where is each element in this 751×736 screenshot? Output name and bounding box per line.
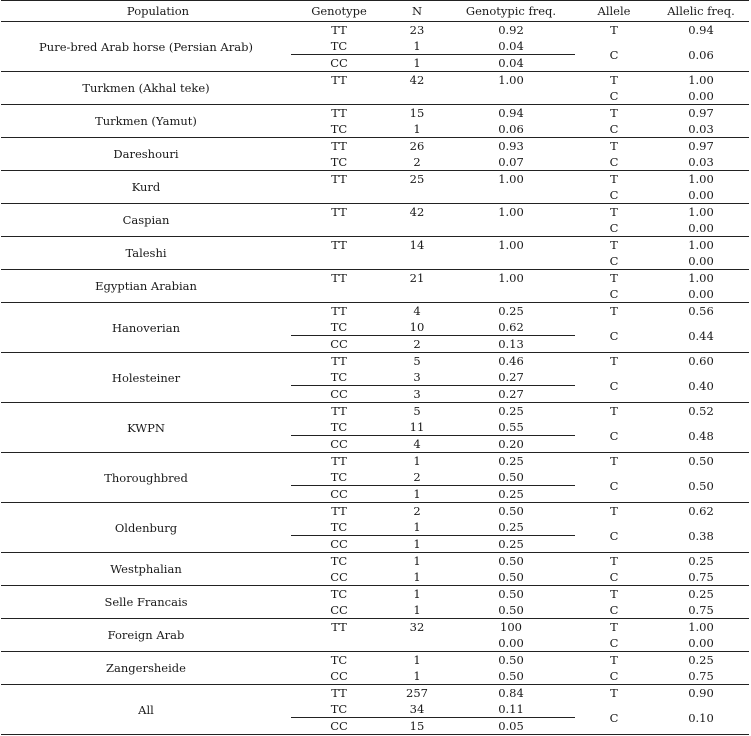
genotypic-freq-cell: 0.50 xyxy=(498,554,524,568)
allele-cell: C xyxy=(575,88,653,105)
allele-cell: T xyxy=(610,620,618,634)
header-genotype: Genotype xyxy=(291,1,387,22)
genotypic-freq-cell xyxy=(447,187,575,204)
genotype-cell: TT xyxy=(331,304,347,318)
allele-cell: C xyxy=(575,121,653,138)
population-name: Selle Francais xyxy=(1,586,291,619)
allelic-freq-cell: 0.25 xyxy=(688,554,714,568)
genotype-cell: TC xyxy=(291,519,387,536)
population-name: Caspian xyxy=(1,204,291,237)
allele-cell: C xyxy=(575,220,653,237)
table-row xyxy=(1,138,749,155)
header-genotypic-freq: Genotypic freq. xyxy=(447,1,575,22)
population-name: Pure-bred Arab horse (Persian Arab) xyxy=(1,22,291,72)
n-cell xyxy=(387,187,447,204)
genotype-cell: TC xyxy=(291,154,387,171)
allele-cell: C xyxy=(575,635,653,652)
allelic-freq-cell: 1.00 xyxy=(688,620,714,634)
genotypic-freq-cell: 0.55 xyxy=(447,419,575,436)
population-name: Egyptian Arabian xyxy=(1,270,291,303)
allele-cell: T xyxy=(610,139,618,153)
genotypic-freq-cell: 0.25 xyxy=(447,536,575,553)
genotype-cell: CC xyxy=(291,436,387,453)
allelic-freq-cell: 0.75 xyxy=(653,569,749,586)
table-row xyxy=(1,503,749,520)
n-cell: 21 xyxy=(409,271,425,285)
n-cell xyxy=(387,220,447,237)
genotypic-freq-cell: 0.13 xyxy=(447,336,575,353)
n-cell: 257 xyxy=(406,686,428,700)
genotypic-freq-cell: 0.25 xyxy=(498,454,524,468)
n-cell: 5 xyxy=(413,404,421,418)
n-cell: 1 xyxy=(413,587,421,601)
allele-cell: T xyxy=(610,454,618,468)
population-name: Westphalian xyxy=(1,553,291,586)
genotypic-freq-cell xyxy=(447,253,575,270)
genotype-cell: TC xyxy=(291,369,387,386)
n-cell xyxy=(387,286,447,303)
population-group xyxy=(1,204,749,237)
genotype-cell: TT xyxy=(331,205,347,219)
table-row xyxy=(1,353,749,370)
genotype-cell: TC xyxy=(291,319,387,336)
allele-cell: C xyxy=(575,602,653,619)
allelic-freq-cell: 1.00 xyxy=(688,205,714,219)
genotype-cell: CC xyxy=(291,55,387,72)
genotypic-freq-cell: 0.20 xyxy=(447,436,575,453)
genotype-frequency-table xyxy=(1,0,749,735)
allelic-freq-cell: 0.25 xyxy=(688,653,714,667)
genotypic-freq-cell: 0.25 xyxy=(447,519,575,536)
allele-cell: T xyxy=(610,504,618,518)
table-row xyxy=(1,453,749,470)
n-cell: 4 xyxy=(413,304,421,318)
allelic-freq-cell: 0.50 xyxy=(688,454,714,468)
allele-cell: C xyxy=(575,369,653,403)
population-group xyxy=(1,72,749,105)
allele-cell: T xyxy=(610,106,618,120)
n-cell: 1 xyxy=(413,653,421,667)
header-n: N xyxy=(387,1,447,22)
n-cell: 1 xyxy=(413,454,421,468)
population-group xyxy=(1,652,749,685)
genotype-cell: CC xyxy=(291,536,387,553)
n-cell xyxy=(387,88,447,105)
n-cell: 42 xyxy=(409,73,425,87)
population-group xyxy=(1,619,749,652)
n-cell: 1 xyxy=(413,554,421,568)
allele-cell: T xyxy=(610,653,618,667)
table-row xyxy=(1,72,749,89)
genotypic-freq-cell: 1.00 xyxy=(498,238,524,252)
genotype-cell: TC xyxy=(291,701,387,718)
allelic-freq-cell: 0.44 xyxy=(653,319,749,353)
allele-cell: C xyxy=(575,154,653,171)
allelic-freq-cell: 0.56 xyxy=(688,304,714,318)
allelic-freq-cell: 0.03 xyxy=(653,154,749,171)
allelic-freq-cell: 0.06 xyxy=(653,38,749,72)
genotype-cell: TT xyxy=(331,404,347,418)
genotypic-freq-cell: 0.27 xyxy=(447,386,575,403)
allele-cell: T xyxy=(610,23,618,37)
table-row xyxy=(1,553,749,570)
genotype-cell: TC xyxy=(330,554,348,568)
genotype-cell: TT xyxy=(331,139,347,153)
population-group xyxy=(1,503,749,553)
allelic-freq-cell: 0.52 xyxy=(688,404,714,418)
population-name: Hanoverian xyxy=(1,303,291,353)
n-cell: 11 xyxy=(387,419,447,436)
genotype-cell: TT xyxy=(331,271,347,285)
n-cell: 32 xyxy=(409,620,425,634)
allele-cell: C xyxy=(575,38,653,72)
population-group xyxy=(1,553,749,586)
n-cell: 1 xyxy=(387,486,447,503)
genotypic-freq-cell: 0.94 xyxy=(498,106,524,120)
genotypic-freq-cell: 0.05 xyxy=(447,718,575,735)
genotypic-freq-cell: 0.50 xyxy=(447,469,575,486)
allelic-freq-cell: 0.40 xyxy=(653,369,749,403)
table-row xyxy=(1,586,749,603)
allele-cell: T xyxy=(610,271,618,285)
n-cell: 1 xyxy=(387,519,447,536)
n-cell: 1 xyxy=(387,121,447,138)
population-name: Holesteiner xyxy=(1,353,291,403)
n-cell: 2 xyxy=(387,336,447,353)
genotypic-freq-cell: 0.00 xyxy=(447,635,575,652)
genotypic-freq-cell: 0.11 xyxy=(447,701,575,718)
table-row xyxy=(1,619,749,636)
n-cell: 2 xyxy=(387,469,447,486)
genotype-cell: CC xyxy=(291,336,387,353)
allelic-freq-cell: 0.03 xyxy=(653,121,749,138)
allelic-freq-cell: 0.00 xyxy=(653,187,749,204)
population-group xyxy=(1,105,749,138)
population-group xyxy=(1,303,749,353)
table-row xyxy=(1,303,749,320)
genotype-cell xyxy=(291,286,387,303)
genotype-cell: TT xyxy=(331,73,347,87)
n-cell: 34 xyxy=(387,701,447,718)
n-cell: 1 xyxy=(387,55,447,72)
population-group xyxy=(1,453,749,503)
allelic-freq-cell: 0.00 xyxy=(653,286,749,303)
genotypic-freq-cell: 0.50 xyxy=(447,668,575,685)
genotype-cell: TT xyxy=(331,23,347,37)
genotypic-freq-cell: 0.92 xyxy=(498,23,524,37)
allele-cell: C xyxy=(575,286,653,303)
n-cell: 26 xyxy=(409,139,425,153)
population-name: Zangersheide xyxy=(1,652,291,685)
genotype-cell: TC xyxy=(291,121,387,138)
genotypic-freq-cell: 0.93 xyxy=(498,139,524,153)
genotypic-freq-cell: 0.25 xyxy=(498,304,524,318)
genotypic-freq-cell: 0.50 xyxy=(498,587,524,601)
genotype-cell: CC xyxy=(291,718,387,735)
n-cell: 2 xyxy=(413,504,421,518)
allele-cell: T xyxy=(610,73,618,87)
genotypic-freq-cell: 0.07 xyxy=(447,154,575,171)
allele-cell: C xyxy=(575,419,653,453)
genotypic-freq-cell xyxy=(447,286,575,303)
table-row xyxy=(1,204,749,221)
genotype-cell: CC xyxy=(291,569,387,586)
population-group xyxy=(1,138,749,171)
genotype-cell: TC xyxy=(330,653,348,667)
n-cell: 15 xyxy=(387,718,447,735)
n-cell: 1 xyxy=(387,536,447,553)
allele-cell: T xyxy=(610,354,618,368)
genotypic-freq-cell: 1.00 xyxy=(498,73,524,87)
genotype-cell: TC xyxy=(291,469,387,486)
population-group xyxy=(1,270,749,303)
genotype-cell: TC xyxy=(330,587,348,601)
population-group xyxy=(1,171,749,204)
n-cell: 4 xyxy=(387,436,447,453)
allelic-freq-cell: 0.25 xyxy=(688,587,714,601)
allelic-freq-cell: 0.00 xyxy=(653,88,749,105)
allelic-freq-cell: 0.48 xyxy=(653,419,749,453)
allelic-freq-cell: 1.00 xyxy=(688,238,714,252)
allele-cell: C xyxy=(575,253,653,270)
n-cell: 15 xyxy=(409,106,425,120)
genotypic-freq-cell: 1.00 xyxy=(498,172,524,186)
allelic-freq-cell: 0.97 xyxy=(688,139,714,153)
allele-cell: C xyxy=(575,319,653,353)
header-population: Population xyxy=(1,1,291,22)
allelic-freq-cell: 0.00 xyxy=(653,635,749,652)
genotypic-freq-cell: 0.50 xyxy=(447,569,575,586)
genotype-cell: CC xyxy=(291,486,387,503)
genotype-cell: TT xyxy=(331,238,347,252)
population-name: All xyxy=(1,685,291,735)
genotypic-freq-cell: 0.25 xyxy=(447,486,575,503)
allele-cell: T xyxy=(610,404,618,418)
genotype-cell xyxy=(291,187,387,204)
allelic-freq-cell: 0.94 xyxy=(688,23,714,37)
genotype-cell xyxy=(291,88,387,105)
population-name: Taleshi xyxy=(1,237,291,270)
genotype-cell: TT xyxy=(331,172,347,186)
genotypic-freq-cell: 0.62 xyxy=(447,319,575,336)
genotype-cell: TT xyxy=(331,686,347,700)
genotypic-freq-cell: 0.04 xyxy=(447,38,575,55)
allelic-freq-cell: 0.10 xyxy=(653,701,749,735)
n-cell: 14 xyxy=(409,238,425,252)
allele-cell: T xyxy=(610,205,618,219)
allele-cell: C xyxy=(575,187,653,204)
genotypic-freq-cell: 0.25 xyxy=(498,404,524,418)
n-cell: 3 xyxy=(387,369,447,386)
genotype-cell: CC xyxy=(291,602,387,619)
allelic-freq-cell: 0.62 xyxy=(688,504,714,518)
allelic-freq-cell: 0.38 xyxy=(653,519,749,553)
table-row xyxy=(1,22,749,39)
header-allelic-freq: Allelic freq. xyxy=(653,1,749,22)
header-allele: Allele xyxy=(575,1,653,22)
table-row xyxy=(1,652,749,669)
population-group xyxy=(1,22,749,72)
table-row xyxy=(1,105,749,122)
genotype-cell: TT xyxy=(331,106,347,120)
n-cell: 1 xyxy=(387,38,447,55)
allele-cell: T xyxy=(610,587,618,601)
allelic-freq-cell: 1.00 xyxy=(688,172,714,186)
genotypic-freq-cell: 0.50 xyxy=(498,653,524,667)
population-name: Kurd xyxy=(1,171,291,204)
allelic-freq-cell: 0.60 xyxy=(688,354,714,368)
table-header xyxy=(1,1,749,22)
genotype-cell: CC xyxy=(291,386,387,403)
genotypic-freq-cell: 1.00 xyxy=(498,205,524,219)
population-group xyxy=(1,403,749,453)
allelic-freq-cell: 0.75 xyxy=(653,668,749,685)
population-name: Turkmen (Akhal teke) xyxy=(1,72,291,105)
allele-cell: T xyxy=(610,238,618,252)
population-group xyxy=(1,685,749,735)
population-name: Oldenburg xyxy=(1,503,291,553)
genotype-cell: TC xyxy=(291,38,387,55)
allele-cell: C xyxy=(575,569,653,586)
n-cell: 42 xyxy=(409,205,425,219)
population-name: Dareshouri xyxy=(1,138,291,171)
table-row xyxy=(1,237,749,254)
population-name: Turkmen (Yamut) xyxy=(1,105,291,138)
genotypic-freq-cell xyxy=(447,88,575,105)
allelic-freq-cell: 0.75 xyxy=(653,602,749,619)
allele-cell: C xyxy=(575,469,653,503)
allele-cell: T xyxy=(610,554,618,568)
genotypic-freq-cell: 0.50 xyxy=(498,504,524,518)
genotypic-freq-cell xyxy=(447,220,575,237)
genotype-cell: TT xyxy=(331,354,347,368)
allelic-freq-cell: 0.00 xyxy=(653,220,749,237)
n-cell: 23 xyxy=(409,23,425,37)
allele-cell: C xyxy=(575,701,653,735)
allele-cell: C xyxy=(575,668,653,685)
population-group xyxy=(1,353,749,403)
genotype-cell: TT xyxy=(331,454,347,468)
n-cell: 10 xyxy=(387,319,447,336)
genotype-cell: CC xyxy=(291,668,387,685)
n-cell: 1 xyxy=(387,569,447,586)
table-row xyxy=(1,171,749,188)
allelic-freq-cell: 0.97 xyxy=(688,106,714,120)
n-cell: 25 xyxy=(409,172,425,186)
allele-cell: C xyxy=(575,519,653,553)
genotype-cell: TT xyxy=(331,620,347,634)
genotypic-freq-cell: 0.04 xyxy=(447,55,575,72)
genotype-cell xyxy=(291,253,387,270)
allelic-freq-cell: 0.90 xyxy=(688,686,714,700)
n-cell xyxy=(387,635,447,652)
n-cell: 2 xyxy=(387,154,447,171)
n-cell: 3 xyxy=(387,386,447,403)
genotypic-freq-cell: 0.46 xyxy=(498,354,524,368)
n-cell: 1 xyxy=(387,602,447,619)
genotypic-freq-cell: 1.00 xyxy=(498,271,524,285)
table-row xyxy=(1,403,749,420)
allele-cell: T xyxy=(610,304,618,318)
allele-cell: T xyxy=(610,686,618,700)
n-cell: 1 xyxy=(387,668,447,685)
population-name: Thoroughbred xyxy=(1,453,291,503)
allelic-freq-cell: 0.00 xyxy=(653,253,749,270)
n-cell xyxy=(387,253,447,270)
allelic-freq-cell: 1.00 xyxy=(688,73,714,87)
population-name: Foreign Arab xyxy=(1,619,291,652)
genotype-cell: TT xyxy=(331,504,347,518)
genotype-cell: TC xyxy=(291,419,387,436)
allele-cell: T xyxy=(610,172,618,186)
population-group xyxy=(1,586,749,619)
genotypic-freq-cell: 0.50 xyxy=(447,602,575,619)
allelic-freq-cell: 1.00 xyxy=(688,271,714,285)
genotype-cell xyxy=(291,220,387,237)
population-group xyxy=(1,237,749,270)
population-name: KWPN xyxy=(1,403,291,453)
table-row xyxy=(1,270,749,287)
genotypic-freq-cell: 0.27 xyxy=(447,369,575,386)
genotype-cell xyxy=(291,635,387,652)
genotypic-freq-cell: 100 xyxy=(500,620,522,634)
table-row xyxy=(1,685,749,702)
n-cell: 5 xyxy=(413,354,421,368)
allelic-freq-cell: 0.50 xyxy=(653,469,749,503)
genotypic-freq-cell: 0.06 xyxy=(447,121,575,138)
genotypic-freq-cell: 0.84 xyxy=(498,686,524,700)
